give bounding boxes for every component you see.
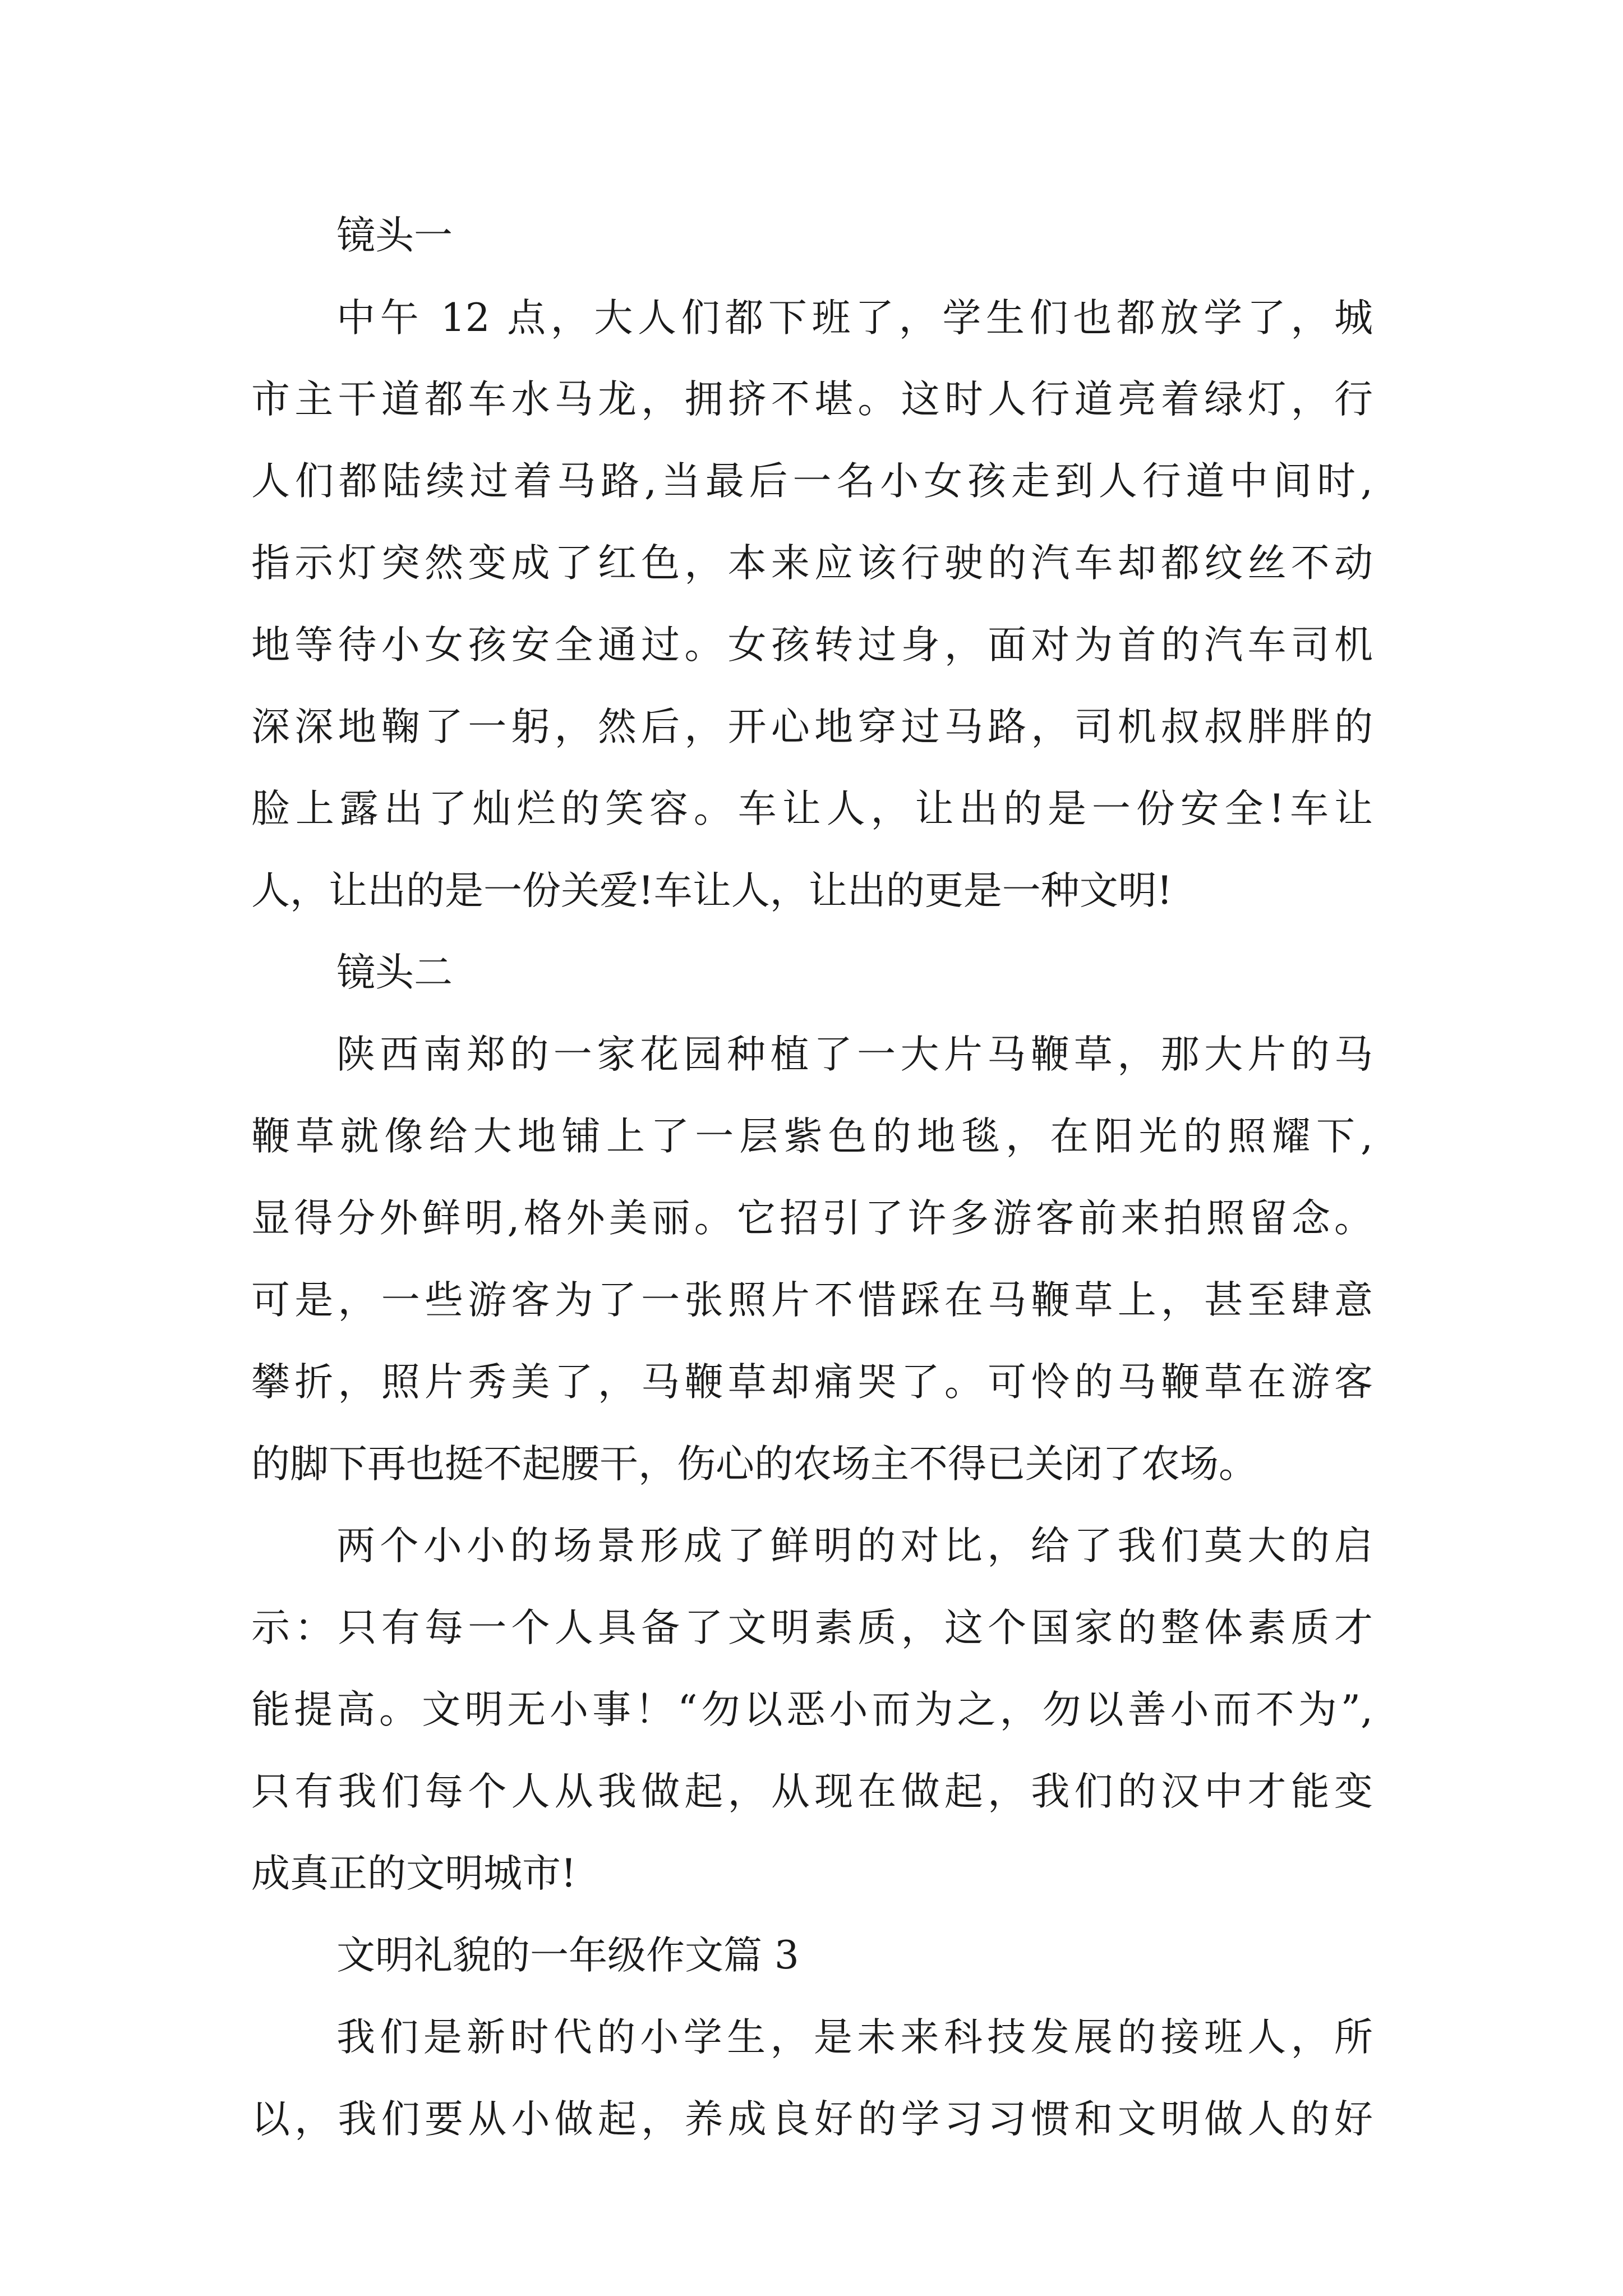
paragraph-line: 我们是新时代的小学生，是未来科技发展的接班人，所 — [336, 2015, 1373, 2060]
paragraph-line: 攀折，照片秀美了，马鞭草却痛哭了。可怜的马鞭草在游客 — [251, 1360, 1373, 1405]
paragraph-line: 市主干道都车水马龙，拥挤不堪。这时人行道亮着绿灯，行 — [251, 377, 1373, 422]
paragraph-line: 示：只有每一个人具备了文明素质，这个国家的整体素质才 — [251, 1605, 1373, 1650]
paragraph-line: 地等待小女孩安全通过。女孩转过身，面对为首的汽车司机 — [251, 623, 1373, 668]
paragraph-line: 以，我们要从小做起，养成良好的学习习惯和文明做人的好 — [251, 2097, 1373, 2142]
paragraph-line: 的脚下再也挺不起腰干，伤心的农场主不得已关闭了农场。 — [251, 1442, 1257, 1487]
paragraph-line: 成真正的文明城市! — [251, 1851, 577, 1896]
paragraph-line: 深深地鞠了一躬，然后，开心地穿过马路，司机叔叔胖胖的 — [251, 705, 1373, 749]
paragraph-line: 陕西南郑的一家花园种植了一大片马鞭草，那大片的马 — [336, 1032, 1373, 1077]
paragraph-line: 两个小小的场景形成了鲜明的对比，给了我们莫大的启 — [336, 1524, 1373, 1568]
paragraph-line: 显得分外鲜明,格外美丽。它招引了许多游客前来拍照留念。 — [251, 1196, 1373, 1241]
paragraph-line: 能提高。文明无小事！“勿以恶小而为之，勿以善小而不为”, — [251, 1687, 1373, 1732]
paragraph-line: 脸上露出了灿烂的笑容。车让人，让出的是一份安全!车让 — [251, 786, 1373, 831]
paragraph-line: 只有我们每个人从我做起，从现在做起，我们的汉中才能变 — [251, 1769, 1373, 1814]
paragraph-line: 人们都陆续过着马路,当最后一名小女孩走到人行道中间时, — [251, 459, 1373, 504]
paragraph-line: 鞭草就像给大地铺上了一层紫色的地毯，在阳光的照耀下, — [251, 1114, 1373, 1159]
paragraph-line: 人，让出的是一份关爱!车让人，让出的更是一种文明! — [251, 868, 1173, 913]
paragraph-line: 指示灯突然变成了红色，本来应该行驶的汽车却都纹丝不动 — [251, 541, 1373, 586]
section-heading-shot-two: 镜头二 — [336, 950, 453, 995]
paragraph-line: 可是，一些游客为了一张照片不惜踩在马鞭草上，甚至肆意 — [251, 1278, 1373, 1323]
section-heading-shot-one: 镜头一 — [336, 213, 453, 258]
article-title: 文明礼貌的一年级作文篇 3 — [336, 1933, 799, 1978]
paragraph-line: 中午 12 点，大人们都下班了，学生们也都放学了，城 — [336, 296, 1373, 341]
